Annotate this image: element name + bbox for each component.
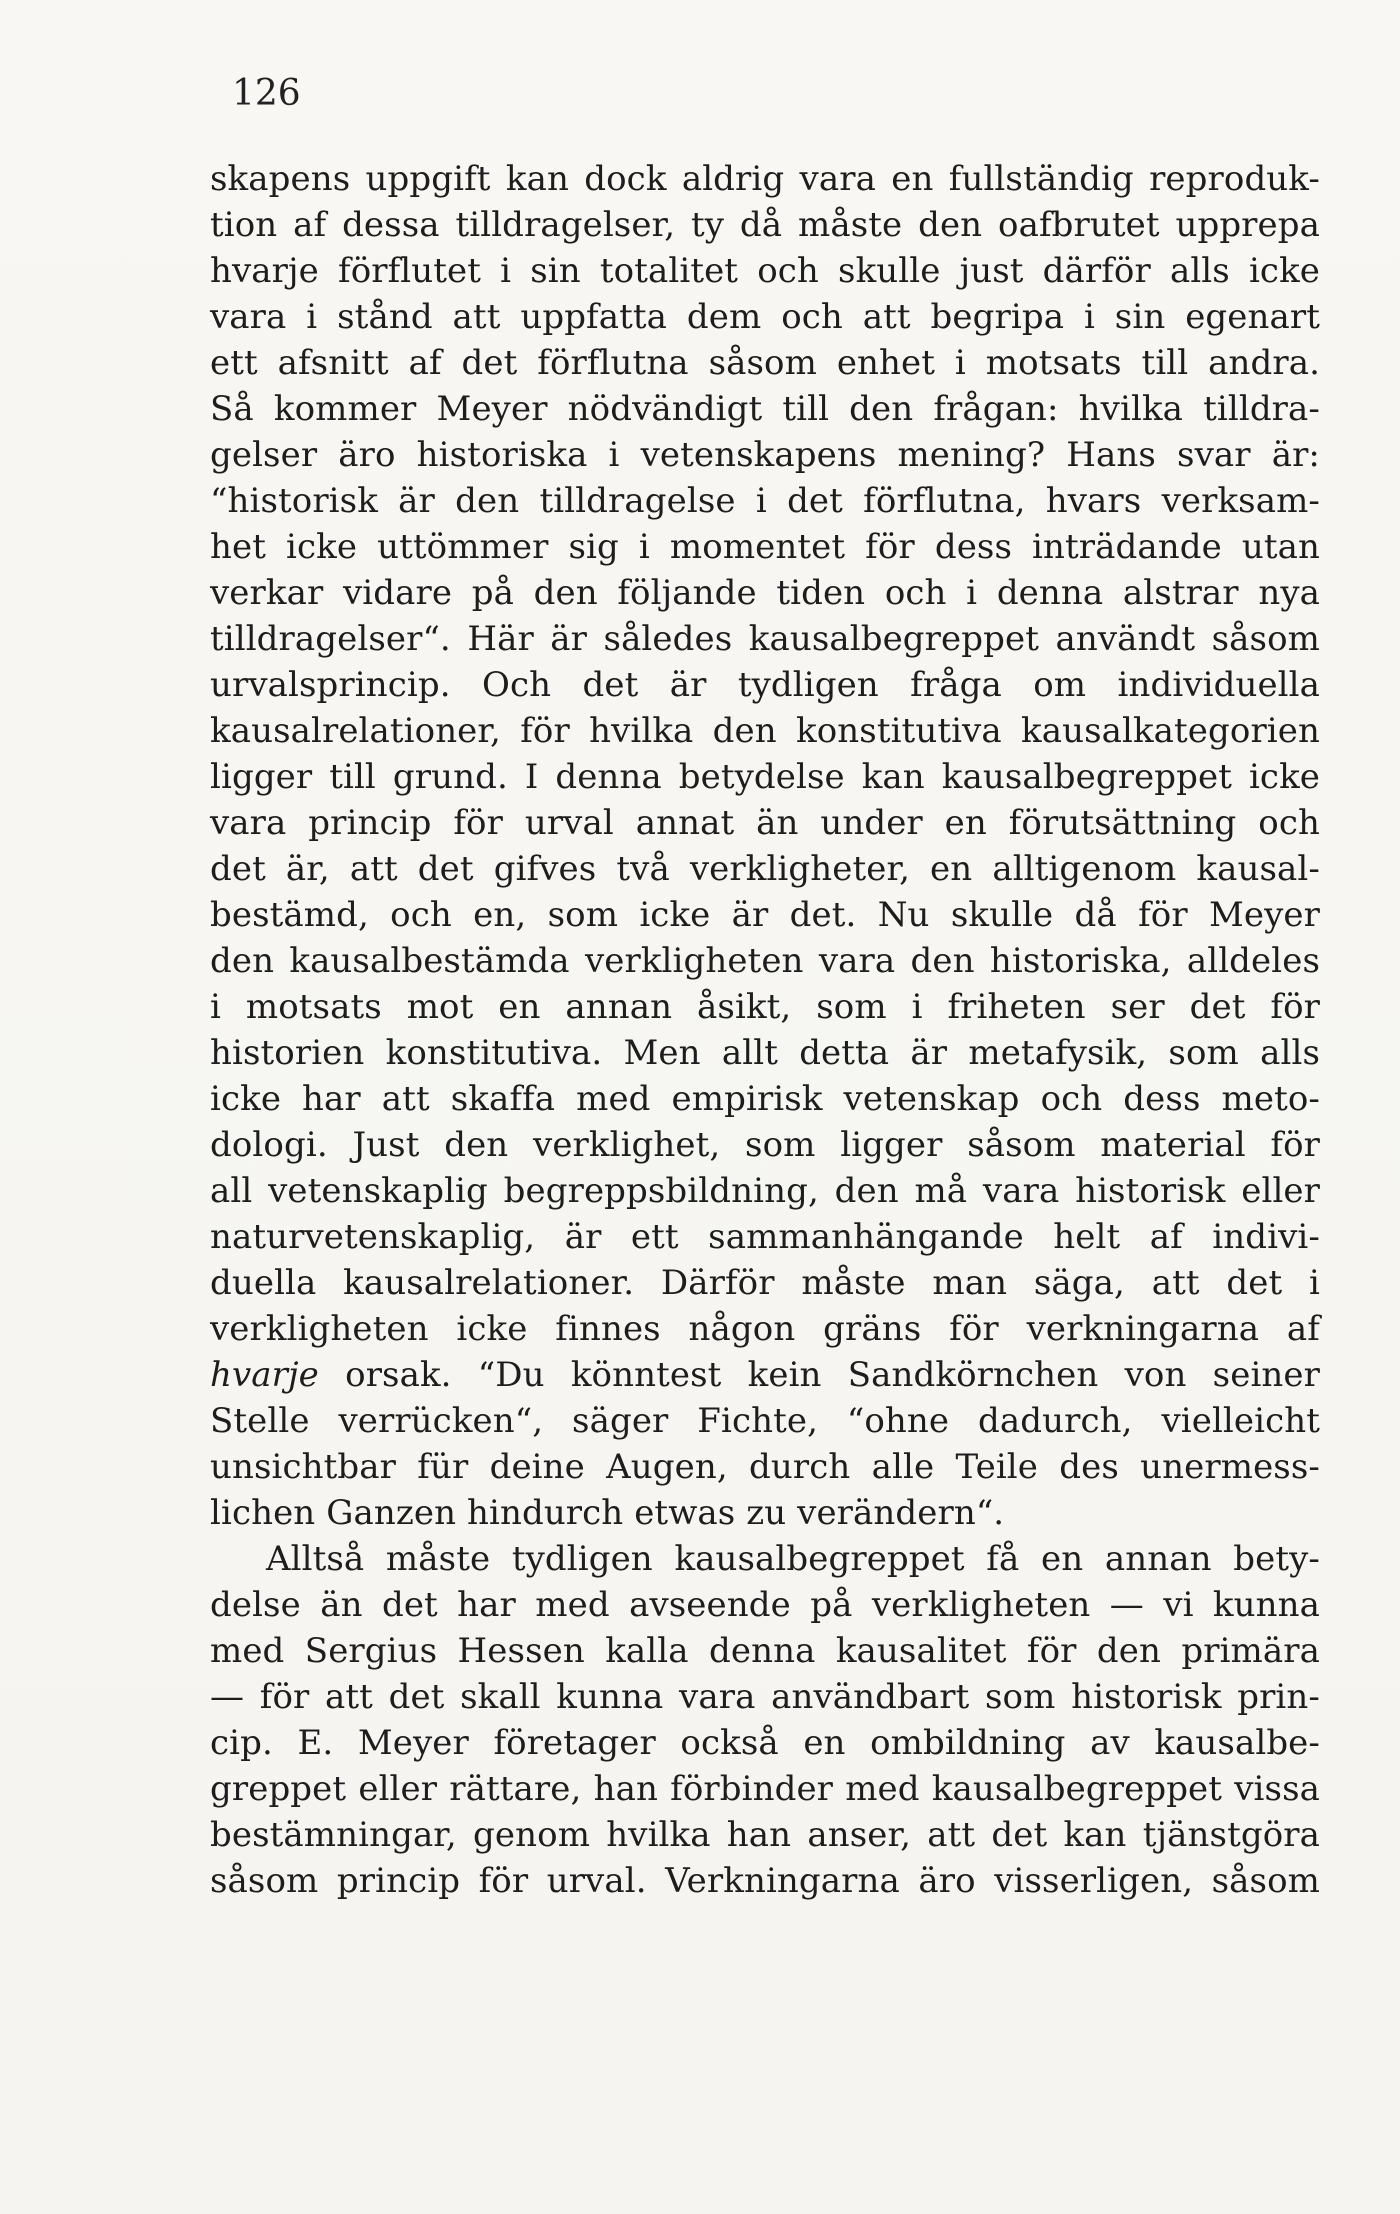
text-fragment: orsak. “Du könntest kein Sandkörnchen von seiner bbox=[318, 1355, 1320, 1395]
paragraph-start-line: Alltså måste tydligen kausalbegreppet få en annan bety- bbox=[266, 1539, 1320, 1579]
body-text bbox=[210, 156, 1320, 1904]
text-line: verkar vidare på den följande tiden och i denna alstrar nya bbox=[210, 573, 1320, 613]
text-line: unsichtbar für deine Augen, durch alle Teile des unermess- bbox=[210, 1447, 1320, 1487]
text-line: kausalrelationer, för hvilka den konstitutiva kausalkategorien bbox=[210, 711, 1320, 751]
text-line: duella kausalrelationer. Därför måste man säga, att det i bbox=[210, 1263, 1320, 1303]
text-line: “historisk är den tilldragelse i det förflutna, hvars verksam- bbox=[210, 481, 1320, 521]
text-line: vara i stånd att uppfatta dem och att begripa i sin egenart bbox=[210, 297, 1320, 337]
text-line: gelser äro historiska i vetenskapens mening? Hans svar är: bbox=[210, 435, 1320, 475]
text-line: het icke uttömmer sig i momentet för dess inträdande utan bbox=[210, 527, 1320, 567]
text-line bbox=[210, 1352, 1320, 1398]
text-line: bestämd, och en, som icke är det. Nu skulle då för Meyer bbox=[210, 895, 1320, 935]
text-line: det är, att det gifves två verkligheter, en alltigenom kausal- bbox=[210, 849, 1320, 889]
text-line: tilldragelser“. Här är således kausalbegreppet användt såsom bbox=[210, 619, 1320, 659]
text-line: delse än det har med avseende på verkligheten — vi kunna bbox=[210, 1585, 1320, 1625]
text-line: verkligheten icke finnes någon gräns för verkningarna af bbox=[210, 1309, 1320, 1349]
text-line: — för att det skall kunna vara användbart som historisk prin- bbox=[210, 1677, 1320, 1717]
text-line: greppet eller rättare, han förbinder med kausalbegreppet vissa bbox=[210, 1769, 1320, 1809]
text-line: ett afsnitt af det förflutna såsom enhet i motsats till andra. bbox=[210, 343, 1320, 383]
text-line: tion af dessa tilldragelser, ty då måste den oafbrutet upprepa bbox=[210, 205, 1320, 245]
text-line: såsom princip för urval. Verkningarna äro visserligen, såsom bbox=[210, 1861, 1320, 1901]
text-line: Stelle verrücken“, säger Fichte, “ohne dadurch, vielleicht bbox=[210, 1401, 1320, 1441]
text-line: i motsats mot en annan åsikt, som i friheten ser det för bbox=[210, 987, 1320, 1027]
text-line: den kausalbestämda verkligheten vara den historiska, alldeles bbox=[210, 941, 1320, 981]
text-line: all vetenskaplig begreppsbildning, den må vara historisk eller bbox=[210, 1171, 1320, 1211]
page-number: 126 bbox=[232, 73, 301, 114]
text-line: ligger till grund. I denna betydelse kan kausalbegreppet icke bbox=[210, 757, 1320, 797]
text-line: med Sergius Hessen kalla denna kausalitet för den primära bbox=[210, 1631, 1320, 1671]
text-line: hvarje förflutet i sin totalitet och skulle just därför alls icke bbox=[210, 251, 1320, 291]
text-line: Så kommer Meyer nödvändigt till den frågan: hvilka tilldra- bbox=[210, 389, 1320, 429]
text-line: historien konstitutiva. Men allt detta är metafysik, som alls bbox=[210, 1033, 1320, 1073]
text-line: naturvetenskaplig, är ett sammanhängande helt af indivi- bbox=[210, 1217, 1320, 1257]
text-line: urvalsprincip. Och det är tydligen fråga om individuella bbox=[210, 665, 1320, 705]
text-line: bestämningar, genom hvilka han anser, att det kan tjänstgöra bbox=[210, 1815, 1320, 1855]
text-line: vara princip för urval annat än under en förutsättning och bbox=[210, 803, 1320, 843]
italic-word: hvarje bbox=[210, 1355, 319, 1395]
text-line: dologi. Just den verklighet, som ligger såsom material för bbox=[210, 1125, 1320, 1165]
text-line: icke har att skaffa med empirisk vetenskap och dess meto- bbox=[210, 1079, 1320, 1119]
text-line: skapens uppgift kan dock aldrig vara en fullständig reproduk- bbox=[210, 159, 1320, 199]
text-line: lichen Ganzen hindurch etwas zu verändern“. bbox=[210, 1493, 1005, 1533]
text-line: cip. E. Meyer företager också en ombildning av kausalbe- bbox=[210, 1723, 1320, 1763]
